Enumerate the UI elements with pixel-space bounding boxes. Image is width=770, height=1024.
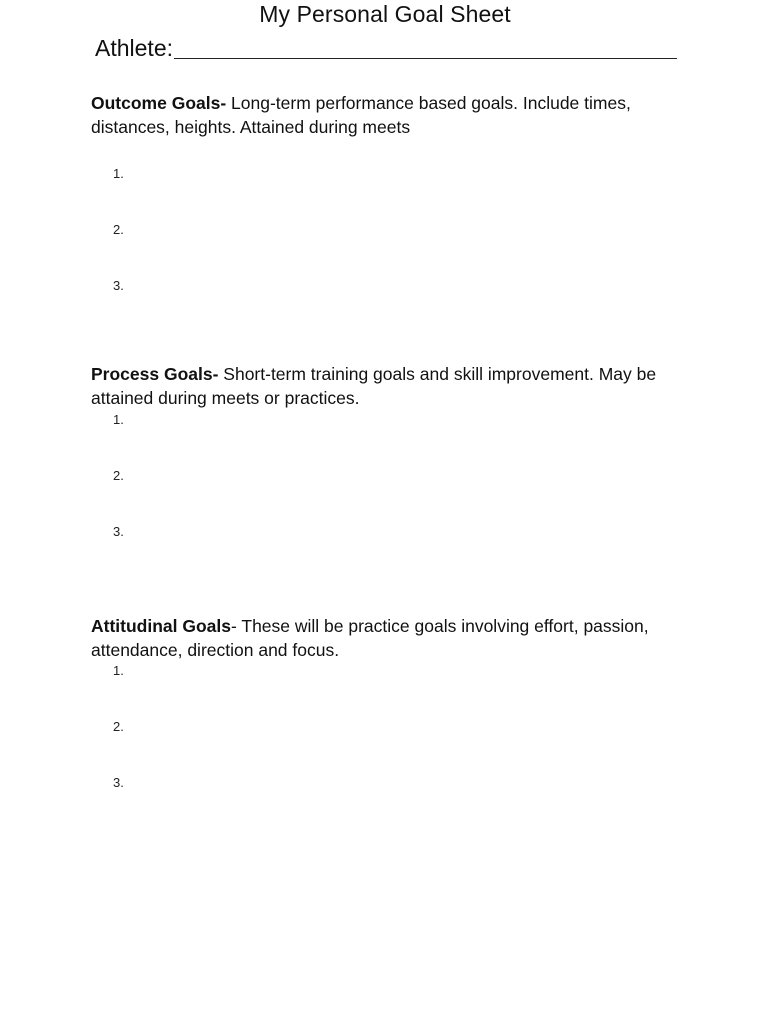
process-goals-text: Short-term training goals and skill improvement. May be attained during meets or practices. bbox=[91, 364, 657, 408]
page-title: My Personal Goal Sheet bbox=[259, 1, 511, 27]
attitudinal-goal-item-1[interactable]: 1. bbox=[113, 663, 124, 678]
outcome-goals-heading: Outcome Goals- bbox=[91, 93, 227, 113]
process-goal-item-2[interactable]: 2. bbox=[113, 468, 124, 483]
attitudinal-goals-text: - These will be practice goals involving effort, passion, attendance, direction and focus. bbox=[91, 616, 649, 660]
process-goals-section bbox=[91, 362, 691, 410]
athlete-label: Athlete: bbox=[95, 35, 173, 61]
athlete-name-blank[interactable] bbox=[174, 36, 677, 59]
attitudinal-goals-section bbox=[91, 614, 691, 662]
attitudinal-goals-description bbox=[91, 614, 691, 662]
outcome-goals-section bbox=[91, 91, 691, 139]
outcome-goals-description bbox=[91, 91, 691, 139]
outcome-goals-text: Long-term performance based goals. Include times, distances, heights. Attained during meets bbox=[91, 93, 631, 137]
outcome-goal-item-2[interactable]: 2. bbox=[113, 222, 124, 237]
process-goals-description bbox=[91, 362, 691, 410]
attitudinal-goal-item-2[interactable]: 2. bbox=[113, 719, 124, 734]
attitudinal-goal-item-3[interactable]: 3. bbox=[113, 775, 124, 790]
outcome-goal-item-3[interactable]: 3. bbox=[113, 278, 124, 293]
process-goal-item-1[interactable]: 1. bbox=[113, 412, 124, 427]
outcome-goal-item-1[interactable]: 1. bbox=[113, 166, 124, 181]
athlete-field bbox=[95, 32, 677, 62]
process-goals-heading: Process Goals- bbox=[91, 364, 219, 384]
attitudinal-goals-heading: Attitudinal Goals bbox=[91, 616, 231, 636]
process-goal-item-3[interactable]: 3. bbox=[113, 524, 124, 539]
